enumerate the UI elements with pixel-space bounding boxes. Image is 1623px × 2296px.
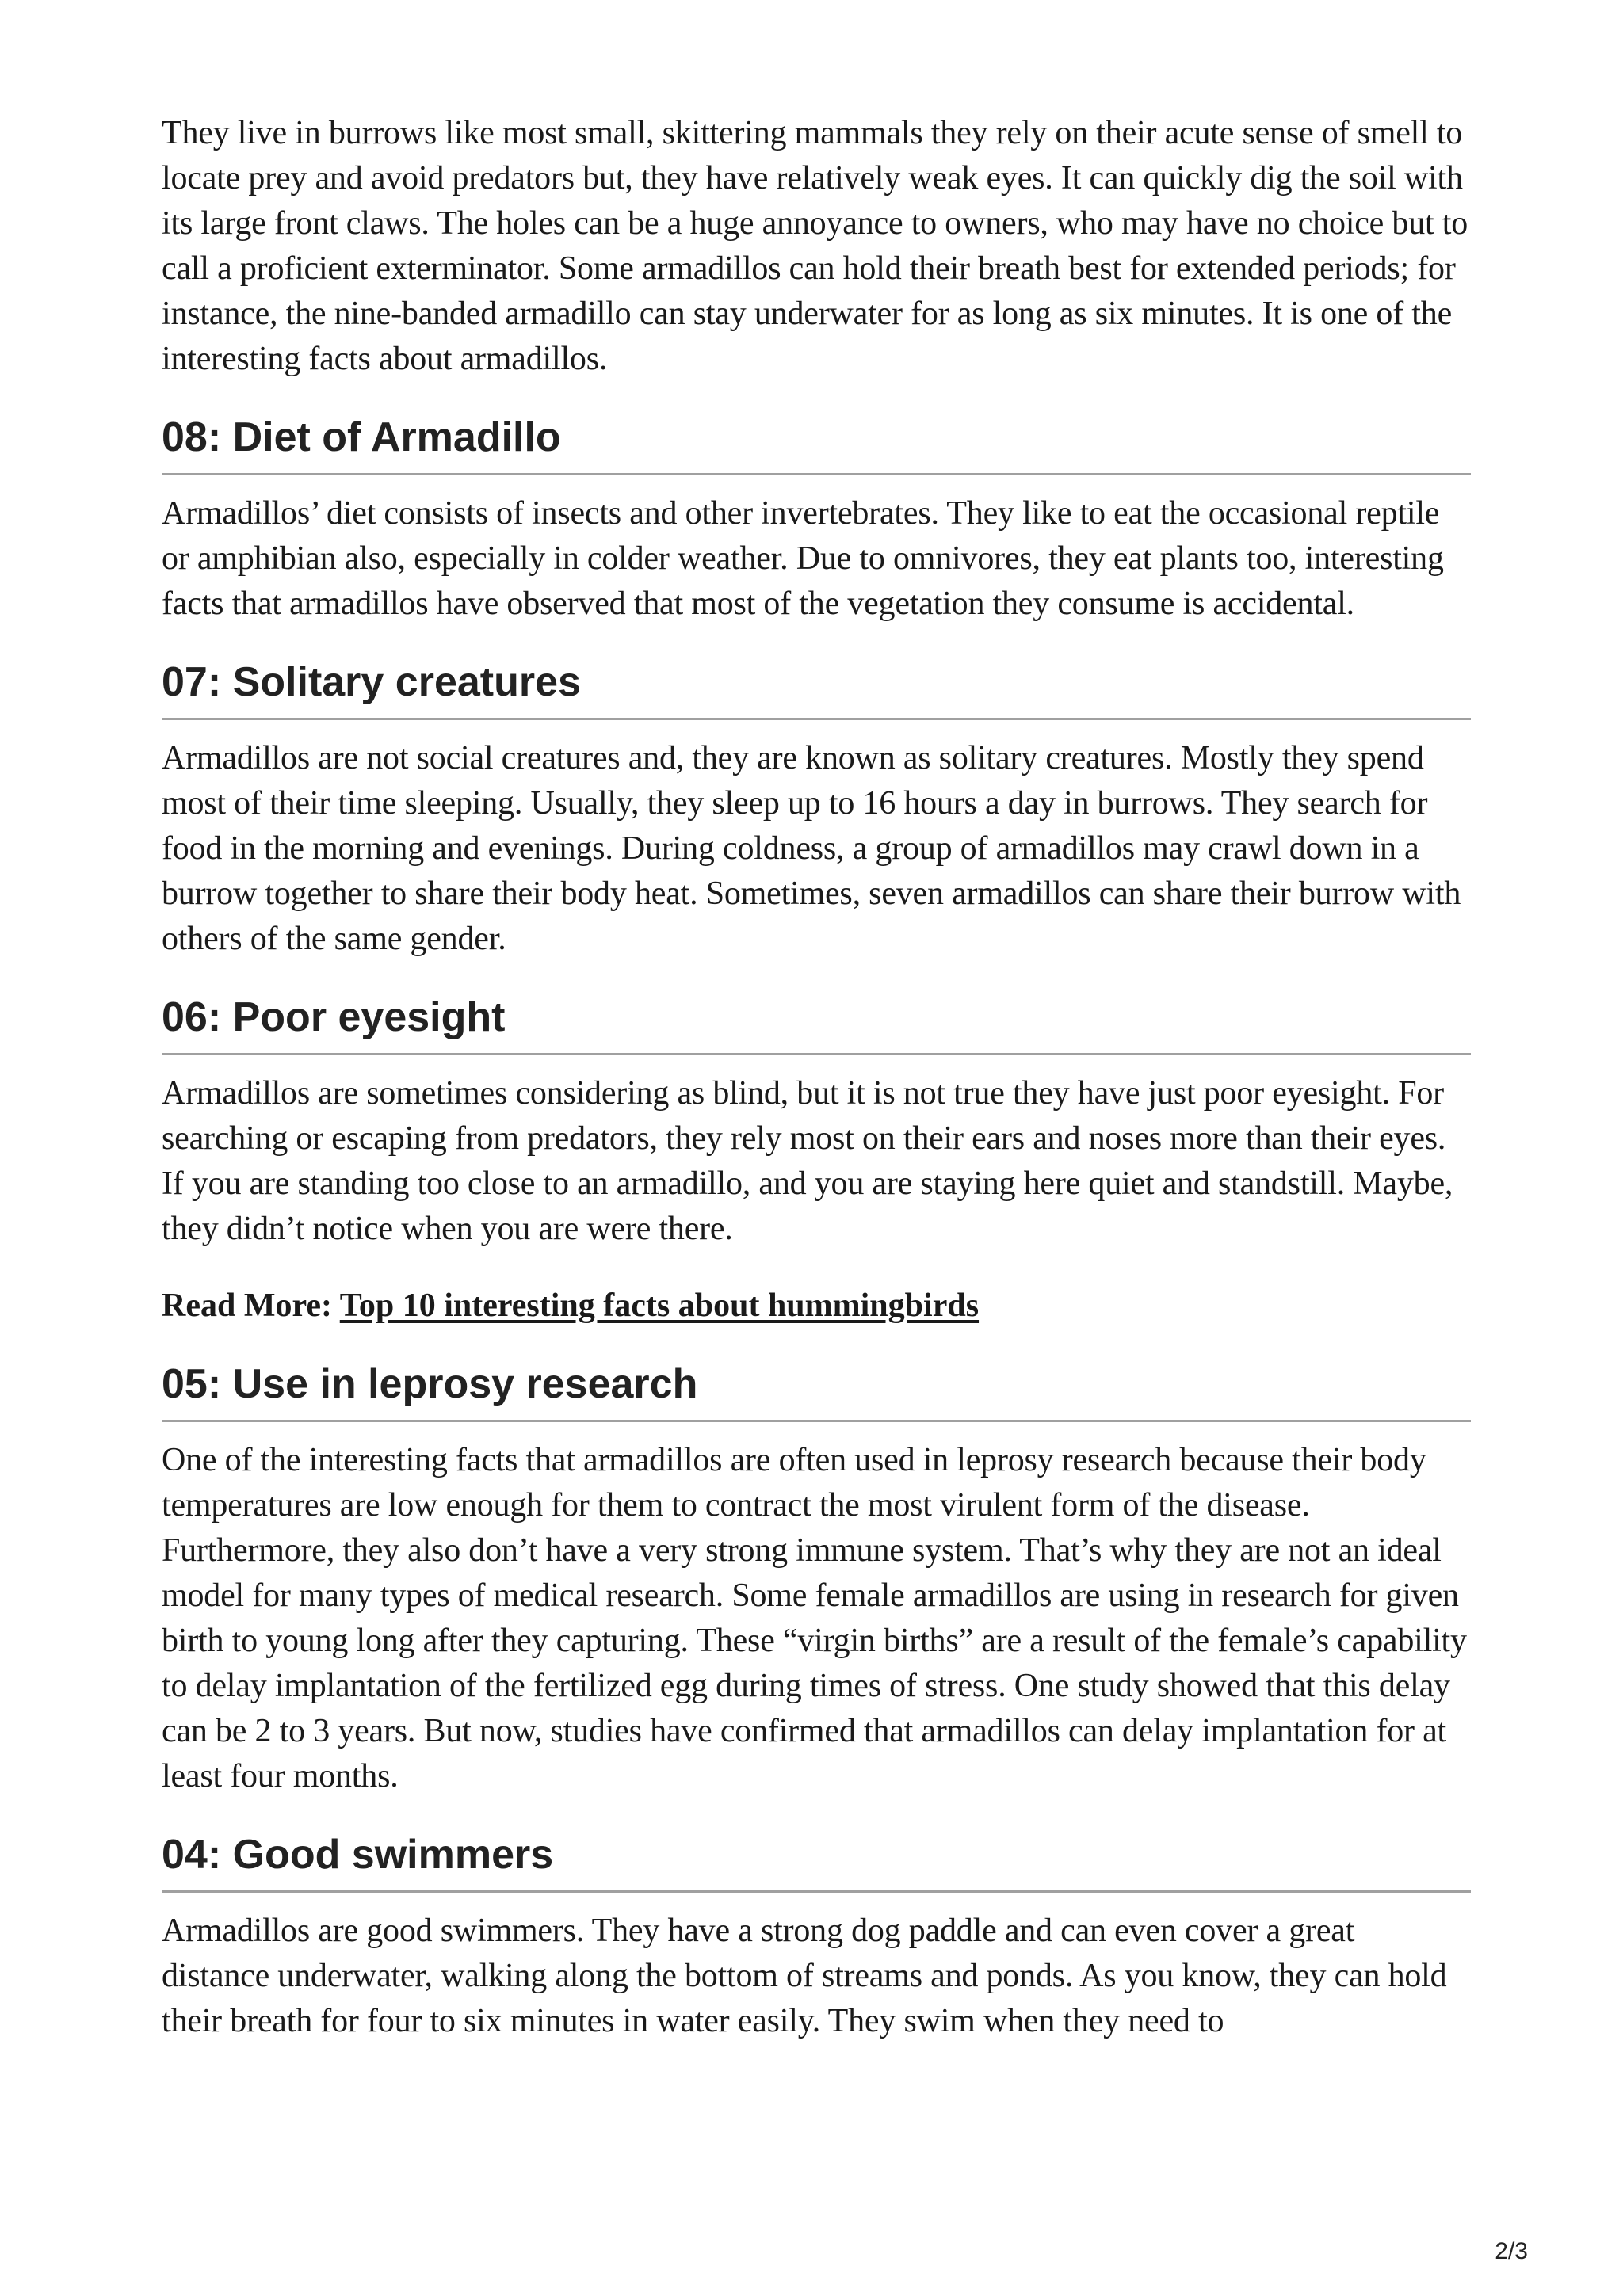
section-paragraph-diet: Armadillos’ diet consists of insects and other invertebrates. They like to eat the occasional reptile or amphibian also, especially in colder weather. Due to omnivores, they eat plants too, interesting facts that armadillos have observed that most of the vegetation they consume is accidental. <box>162 495 1444 622</box>
section-heading-diet: 08: Diet of Armadillo <box>162 414 561 460</box>
page-number: 2/3 <box>1495 2238 1528 2264</box>
section-heading-eyesight: 06: Poor eyesight <box>162 994 506 1040</box>
section-divider <box>162 473 1471 475</box>
section-paragraph-solitary: Armadillos are not social creatures and, they are known as solitary creatures. Mostly they spend most of their time sleeping. Usually, they sleep up to 16 hours a day in burrows. They search for food in the morning and evenings. During coldness, a group of armadillos may crawl down in a burrow together to share their body heat. Sometimes, seven armadillos can share their burrow with others of the same gender. <box>162 740 1461 957</box>
section-divider <box>162 1890 1471 1893</box>
section-divider <box>162 718 1471 720</box>
intro-paragraph: They live in burrows like most small, skittering mammals they rely on their acute sense of smell to locate prey and avoid predators but, they have relatively weak eyes. It can quickly dig the soil with its large front claws. The holes can be a huge annoyance to owners, who may have no choice but to call a proficient exterminator. Some armadillos can hold their breath best for extended periods; for instance, the nine-banded armadillo can stay underwater for as long as six minutes. It is one of the interesting facts about armadillos. <box>162 115 1468 377</box>
article-body <box>162 111 1469 2044</box>
section-paragraph-eyesight: Armadillos are sometimes considering as blind, but it is not true they have just poor eyesight. For searching or escaping from predators, they rely most on their ears and noses more than their eyes. If you are standing too close to an armadillo, and you are staying here quiet and standstill. Maybe, they didn’t notice when you are were there. <box>162 1075 1453 1247</box>
section-paragraph-leprosy: One of the interesting facts that armadillos are often used in leprosy research because their body temperatures are low enough for them to contract the most virulent form of the disease. Furthermore, they also don’t have a very strong immune system. That’s why they are not an ideal model for many types of medical research. Some female armadillos are using in research for given birth to young long after they capturing. These “virgin births” are a result of the female’s capability to delay implantation of the fertilized egg during times of stress. One study showed that this delay can be 2 to 3 years. But now, studies have confirmed that armadillos can delay implantation for at least four months. <box>162 1442 1467 1794</box>
read-more-label: Read More: <box>162 1287 332 1324</box>
section-paragraph-swimmers: Armadillos are good swimmers. They have a strong dog paddle and can even cover a great distance underwater, walking along the bottom of streams and ponds. As you know, they can hold their breath for four to six minutes in water easily. They swim when they need to <box>162 1913 1447 2039</box>
read-more-link[interactable]: Top 10 interesting facts about hummingbirds <box>339 1287 980 1324</box>
section-heading-swimmers: 04: Good swimmers <box>162 1832 554 1878</box>
section-divider <box>162 1420 1471 1422</box>
section-heading-leprosy: 05: Use in leprosy research <box>162 1361 698 1407</box>
section-divider <box>162 1053 1471 1055</box>
read-more <box>162 1283 1469 1329</box>
section-heading-solitary: 07: Solitary creatures <box>162 659 581 705</box>
